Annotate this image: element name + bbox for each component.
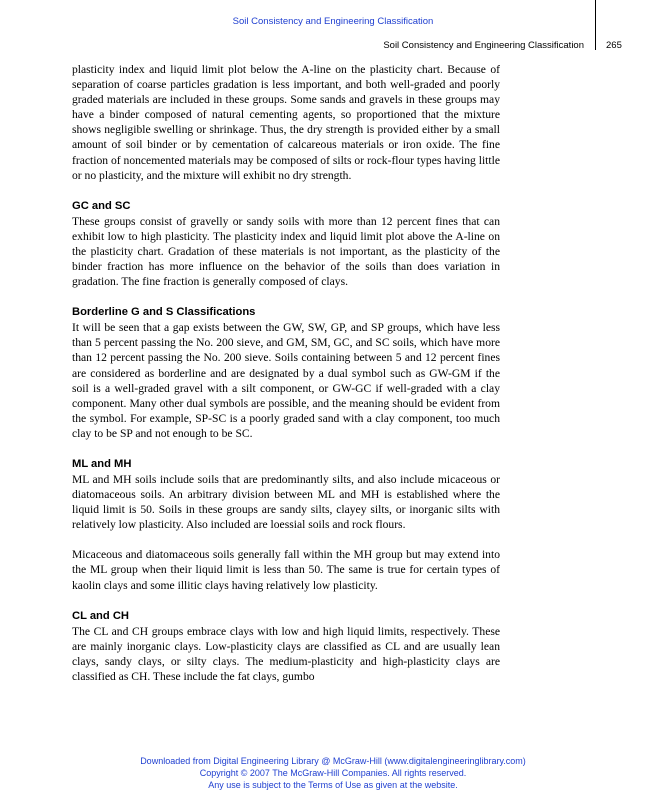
footer	[0, 756, 666, 791]
section-paragraph: These groups consist of gravelly or sandy soils with more than 12 percent fines that can exhibit low to high plasticity. The plasticity index and liquid limit plot above the A-line on the plasticity chart. Gradation of these materials is not important, as the plasticity of the binder fraction has more influence on the behavior of the soils than does variation in gradation. The fine fraction is generally composed of clays.	[72, 214, 500, 289]
page-body	[72, 62, 500, 684]
footer-terms[interactable]: Any use is subject to the Terms of Use as given at the website.	[208, 779, 458, 790]
intro-paragraph: plasticity index and liquid limit plot below the A-line on the plasticity chart. Because of separation of coarse particles gradation is less important, and both well-graded and poorly graded materials are included in these groups. Some sands and gravels in these groups may have a binder composed of natural cementing agents, so proportioned that the mixture shows negligible swelling or shrinkage. Thus, the dry strength is provided either by a small amount of soil binder or by cementation of calcareous materials or iron oxide. The fine fraction of noncemented materials may be composed of silts or rock-flour types having little or no plasticity, and the mixture will exhibit no dry strength.	[72, 63, 500, 182]
header-vertical-rule	[595, 0, 596, 50]
section-borderline	[72, 305, 500, 441]
footer-download-link[interactable]: Downloaded from Digital Engineering Library @ McGraw-Hill (www.digitalengineeringlibrary.com)	[140, 756, 526, 766]
section-paragraph: Micaceous and diatomaceous soils generally fall within the MH group but may extend into the ML group when their liquid limit is less than 50. The same is true for certain types of kaolin clays and some illitic clays having relatively low plasticity.	[72, 548, 500, 592]
page-number: 265	[606, 40, 622, 51]
footer-copyright: Copyright © 2007 The McGraw-Hill Companies. All rights reserved.	[199, 767, 467, 778]
section-heading: Borderline G and S Classifications	[72, 306, 256, 319]
section-heading: ML and MH	[72, 457, 132, 470]
section-paragraph: It will be seen that a gap exists between the GW, SW, GP, and SP groups, which have less than 5 percent passing the No. 200 sieve, and GM, SM, GC, and SC soils, which have more than 12 percent passing the No. 200 sieve. Soils containing between 5 and 12 percent fines are considered as borderline and are designated by a dual symbol such as GW-GM if the soil is a well-graded gravel with a silt component, or GW-GC if well-graded with a clay component. Many other dual symbols are possible, and the meaning should be evident from the symbol. For example, SP-SC is a poorly graded sand with a clay component, too much clay to be SP and not enough to be SC.	[72, 321, 500, 440]
section-paragraph: ML and MH soils include soils that are predominantly silts, and also include micaceous or diatomaceous soils. An arbitrary division between ML and MH is established where the liquid limit is 50. Soils in these groups are sandy silts, clayey silts, or inorganic silts with relatively low plasticity. Also included are loessial soils and rock flours.	[72, 472, 500, 532]
top-banner-title: Soil Consistency and Engineering Classification	[232, 16, 434, 27]
section-cl-ch	[72, 609, 500, 684]
section-gc-sc	[72, 199, 500, 289]
section-heading: GC and SC	[72, 199, 131, 212]
section-ml-mh	[72, 457, 500, 593]
section-paragraph: The CL and CH groups embrace clays with low and high liquid limits, respectively. These are mainly inorganic clays. Low-plasticity clays are classified as CL and are usually lean clays, sandy clays, or silty clays. The medium-plasticity and high-plasticity clays are classified as CH. These include the fat clays, gumbo	[72, 624, 500, 683]
section-heading: CL and CH	[72, 609, 129, 622]
running-header-title: Soil Consistency and Engineering Classification	[383, 40, 584, 51]
